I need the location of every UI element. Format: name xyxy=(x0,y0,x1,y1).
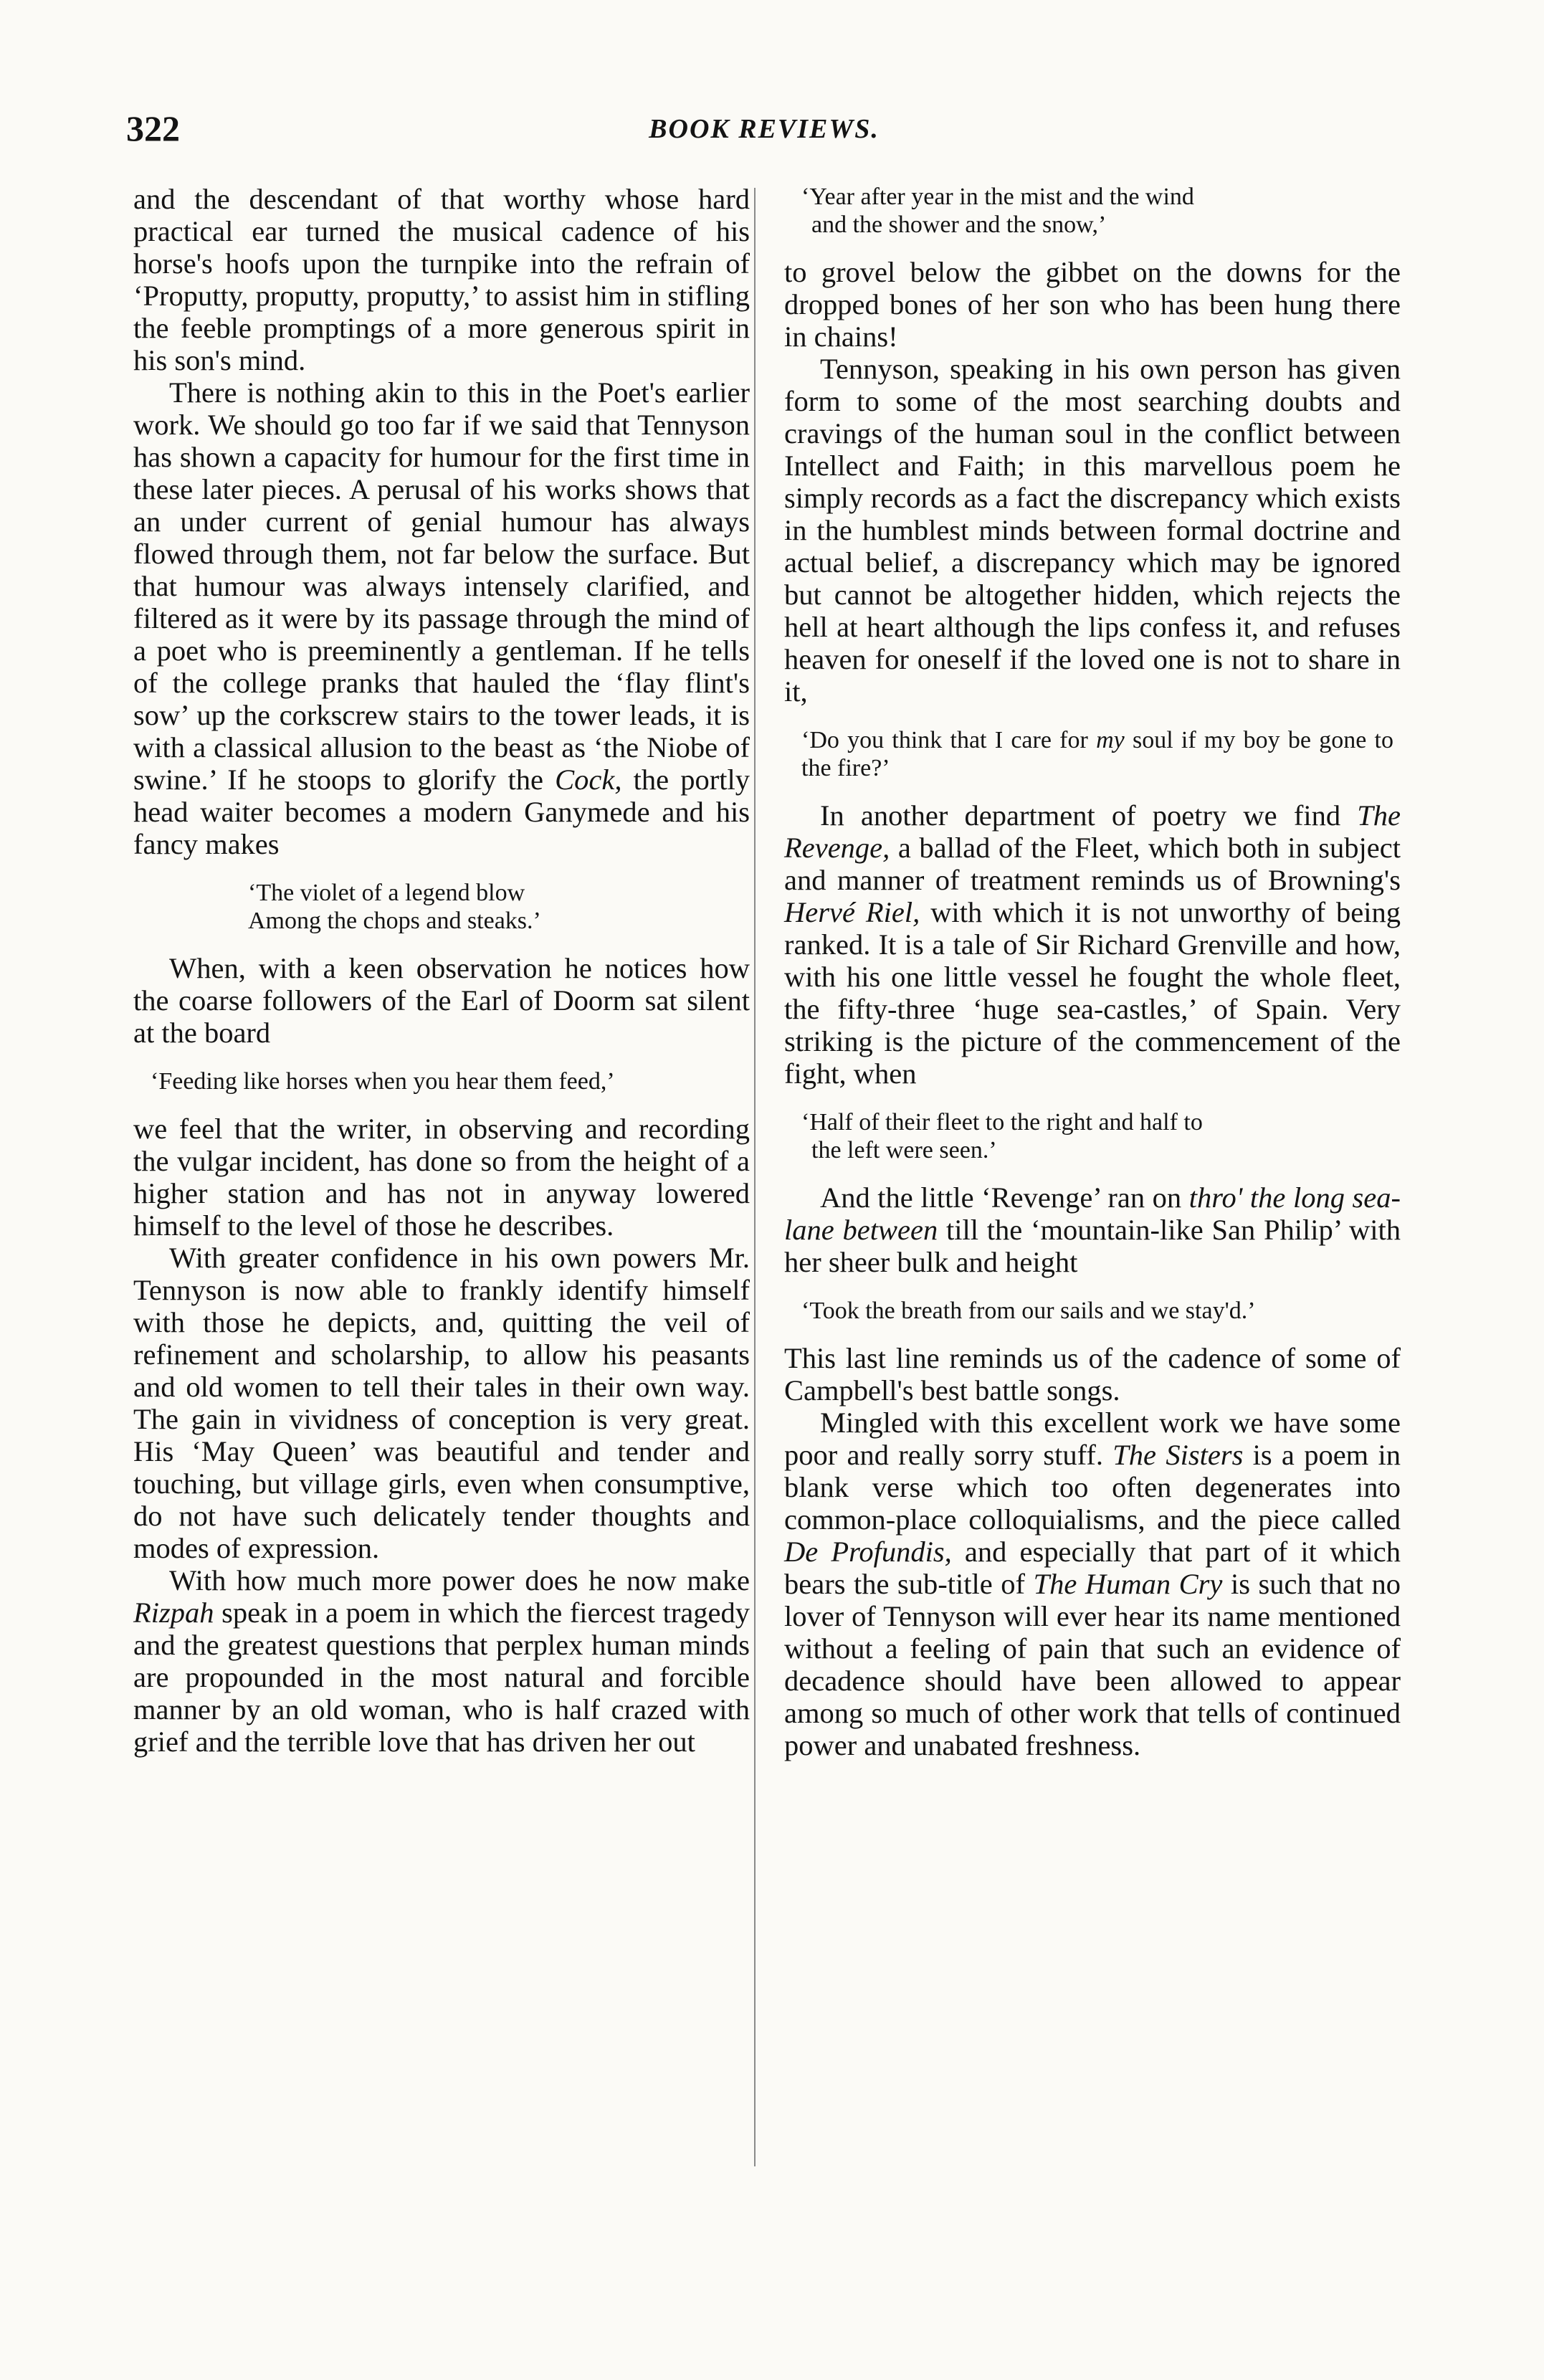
text-run: With how much more power does he now make xyxy=(169,1564,750,1596)
verse-line: Among the chops and steaks.’ xyxy=(248,908,541,934)
verse-quote xyxy=(133,1067,750,1095)
verse-quote xyxy=(784,1297,1401,1325)
text-run: the portly head waiter becomes a modern Ganymede and his fancy makes xyxy=(133,763,750,860)
page-header xyxy=(126,108,1402,158)
italic-title: The Human Cry xyxy=(1033,1568,1223,1600)
italic-title: Rizpah xyxy=(133,1596,214,1629)
text-run: a ballad of the Fleet, which both in subject and manner of treatment reminds us of Browning's xyxy=(784,832,1401,896)
paragraph: Tennyson, speaking in his own person has given form to some of the most searching doubts and cravings of the human soul in the conflict between Intellect and Faith; in this marvellous poem he simply records as a fact the discrepancy which exists in the humblest minds between formal doctrine and actual belief, a discrepancy which may be ignored but cannot be altogether hidden, which rejects the hell at heart although the lips confess it, and refuses heaven for oneself if the loved one is not to share in it, xyxy=(784,353,1401,708)
italic-title: The Revenge, xyxy=(784,799,1401,864)
verse-quote xyxy=(784,726,1401,782)
text-run: soul if my boy be gone to the fire?’ xyxy=(801,727,1393,781)
text-run: with which it is not unworthy of being ranked. It is a tale of Sir Richard Grenville and how, with his one little vessel he fought the whole fleet, the fifty-three ‘huge sea-castles,’ of Spain. Very striking is the picture of the commencement of the fight, when xyxy=(784,896,1401,1090)
paragraph: we feel that the writer, in observing and recording the vulgar incident, has done so from the height of a higher station and has not in anyway lowered himself to the level of those he describes. xyxy=(133,1113,750,1242)
verse-quote xyxy=(133,879,750,935)
paragraph: This last line reminds us of the cadence of some of Campbell's best battle songs. xyxy=(784,1342,1401,1406)
paragraph: to grovel below the gibbet on the downs for the dropped bones of her son who has been hung there in chains! xyxy=(784,256,1401,353)
paragraph xyxy=(133,1564,750,1758)
paragraph xyxy=(784,1181,1401,1278)
text-run: And the little ‘Revenge’ ran on xyxy=(820,1181,1182,1214)
verse-line: and the shower and the snow,’ xyxy=(811,211,1107,238)
italic-title: Cock, xyxy=(555,763,622,796)
text-run: ‘Do you think that I care for xyxy=(801,727,1088,753)
text-run: till the ‘mountain-like San Philip’ with her sheer bulk and height xyxy=(784,1214,1401,1278)
paragraph xyxy=(784,799,1401,1090)
running-head: BOOK REVIEWS. xyxy=(649,114,880,144)
italic-title: Hervé Riel, xyxy=(784,896,920,928)
verse-line xyxy=(801,726,1393,782)
verse-line: ‘Feeding like horses when you hear them feed,’ xyxy=(151,1068,615,1095)
page-number: 322 xyxy=(126,108,180,148)
text-run: is a poem in blank verse which too often degenerates into common-place colloquialisms, and the piece called xyxy=(784,1439,1401,1536)
verse-quote xyxy=(784,183,1401,239)
paragraph xyxy=(784,1406,1401,1761)
text-run: is such that no lover of Tennyson will ever hear its name mentioned without a feeling of pain that such an evidence of decadence should have been allowed to appear among so much of other work that tells of continued power and unabated freshness. xyxy=(784,1568,1401,1761)
italic-title: De Profundis, xyxy=(784,1536,952,1568)
paragraph xyxy=(133,376,750,860)
verse-line: the left were seen.’ xyxy=(811,1137,997,1163)
italic-word: my xyxy=(1096,727,1125,753)
text-run: There is nothing akin to this in the Poet's earlier work. We should go too far if we said that Tennyson has shown a capacity for humour for the first time in these later pieces. A perusal of his works shows that an under current of genial humour has always flowed through them, not far below the surface. But that humour was always intensely clarified, and filtered as it were by its passage through the mind of a poet who is preeminently a gentleman. If he tells of the college pranks that hauled the ‘flay flint's sow’ up the corkscrew stairs to the tower leads, it is with a classical allusion to the beast as ‘the Niobe of swine.’ If he stoops to glorify the xyxy=(133,376,750,796)
text-run: and especially that part of it which bears the sub-title of xyxy=(784,1536,1401,1600)
verse-line: ‘Year after year in the mist and the wind xyxy=(801,184,1194,210)
column-divider xyxy=(754,188,756,2166)
verse-line: ‘Took the breath from our sails and we stay'd.’ xyxy=(801,1298,1256,1324)
italic-phrase: thro' the long sea-lane between xyxy=(784,1181,1401,1246)
text-run: In another department of poetry we find xyxy=(820,799,1341,832)
paragraph: When, with a keen observation he notices how the coarse followers of the Earl of Doorm sat silent at the board xyxy=(133,952,750,1049)
italic-title: The Sisters xyxy=(1112,1439,1244,1471)
verse-line: ‘The violet of a legend blow xyxy=(248,880,525,906)
right-column xyxy=(784,183,1401,1761)
paragraph: With greater confidence in his own powers Mr. Tennyson is now able to frankly identify himself with those he depicts, and, quitting the veil of refinement and scholarship, to allow his peasants and old women to tell their tales in their own way. The gain in vividness of conception is very great. His ‘May Queen’ was beautiful and tender and touching, but village girls, even when consumptive, do not have such delicately tender thoughts and modes of expression. xyxy=(133,1242,750,1564)
paragraph: and the descendant of that worthy whose hard practical ear turned the musical cadence of his horse's hoofs upon the turnpike into the refrain of ‘Proputty, proputty, proputty,’ to assist him in stifling the feeble promptings of a more generous spirit in his son's mind. xyxy=(133,183,750,376)
verse-line: ‘Half of their fleet to the right and half to xyxy=(801,1109,1203,1136)
left-column xyxy=(133,183,750,1758)
verse-quote xyxy=(784,1108,1401,1164)
text-run: speak in a poem in which the fiercest tragedy and the greatest questions that perplex human minds are propounded in the most natural and forcible manner by an old woman, who is half crazed with grief and the terrible love that has driven her out xyxy=(133,1596,750,1758)
text-run: Mingled with this excellent work we have some poor and really sorry stuff. xyxy=(784,1406,1401,1471)
